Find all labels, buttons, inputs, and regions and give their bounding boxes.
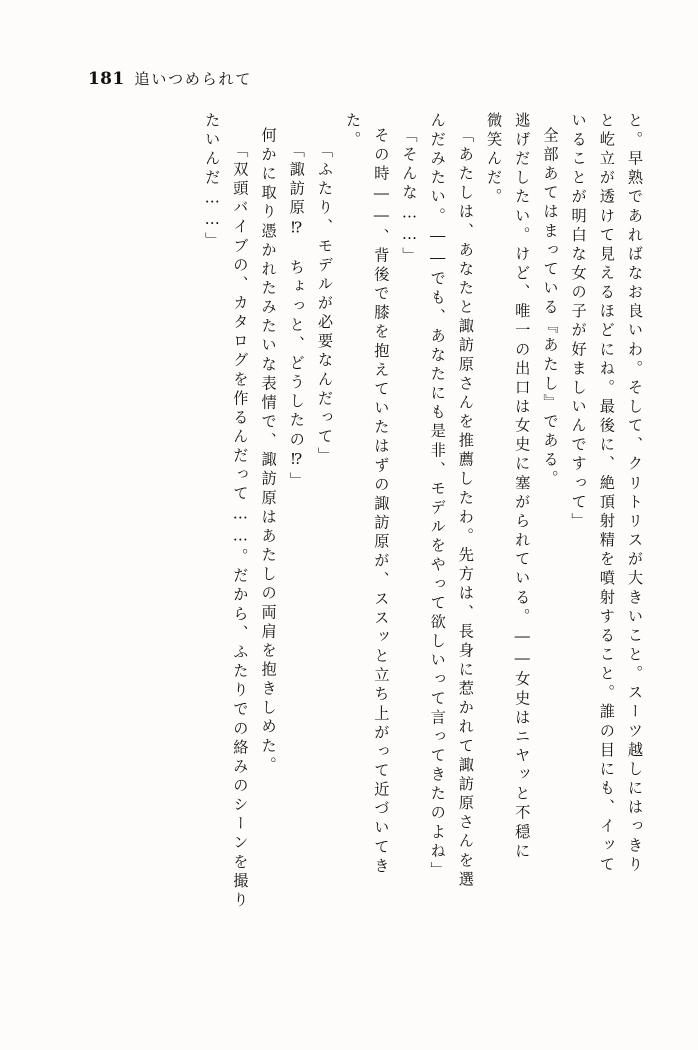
text-column: と。早熟であればなお良いわ。そして、クリトリスが大きいこと。スーツ越しにはっきり — [626, 112, 644, 876]
text-column: 全部あてはまっている『あたし』である。 — [541, 127, 560, 490]
chapter-title: 追いつめられて — [134, 70, 253, 88]
text-column: 微笑んだ。 — [485, 112, 504, 208]
page-number: 181 — [88, 69, 125, 89]
text-column: 「ふたり、モデルが必要なんだって」 — [315, 142, 334, 467]
text-column: 「諏訪原⁉ ちょっと、どうしたの⁉」 — [287, 142, 306, 491]
page-header — [88, 68, 252, 89]
text-column: いることが明白な女の子が好ましいんですって」 — [569, 112, 588, 532]
text-column: 「あたしは、あなたと諏訪原さんを推薦したわ。先方は、長身に惹かれて諏訪原さんを選 — [456, 127, 475, 891]
text-column: 逃げだしたい。けど、唯一の出口は女史に塞がられている。――女史はニヤッと不穏に — [513, 112, 532, 862]
text-column: たいんだ……」 — [203, 112, 222, 252]
body-text — [62, 112, 642, 1017]
text-column: 何かに取り憑かれたみたいな表情で、諏訪原はあたしの両肩を抱きしめた。 — [259, 127, 278, 776]
text-column: 「そんな……」 — [400, 127, 419, 267]
text-column: んだみたい。――でも、あなたにも是非、モデルをやって欲しいって言ってきたのよね」 — [428, 112, 447, 881]
text-column: その時――、背後で膝を抱えていたはずの諏訪原が、ススッと立ち上がって近づいてき — [372, 127, 391, 877]
text-column: た。 — [344, 112, 363, 151]
text-column: と屹立が透けて見えるほどにね。最後に、絶頂射精を噴射すること。誰の目にも、イッて — [597, 112, 616, 876]
text-column: 「双頭バイブの、カタログを作るんだって……。だから、ふたりでの絡みのシーンを撮り — [231, 142, 250, 911]
